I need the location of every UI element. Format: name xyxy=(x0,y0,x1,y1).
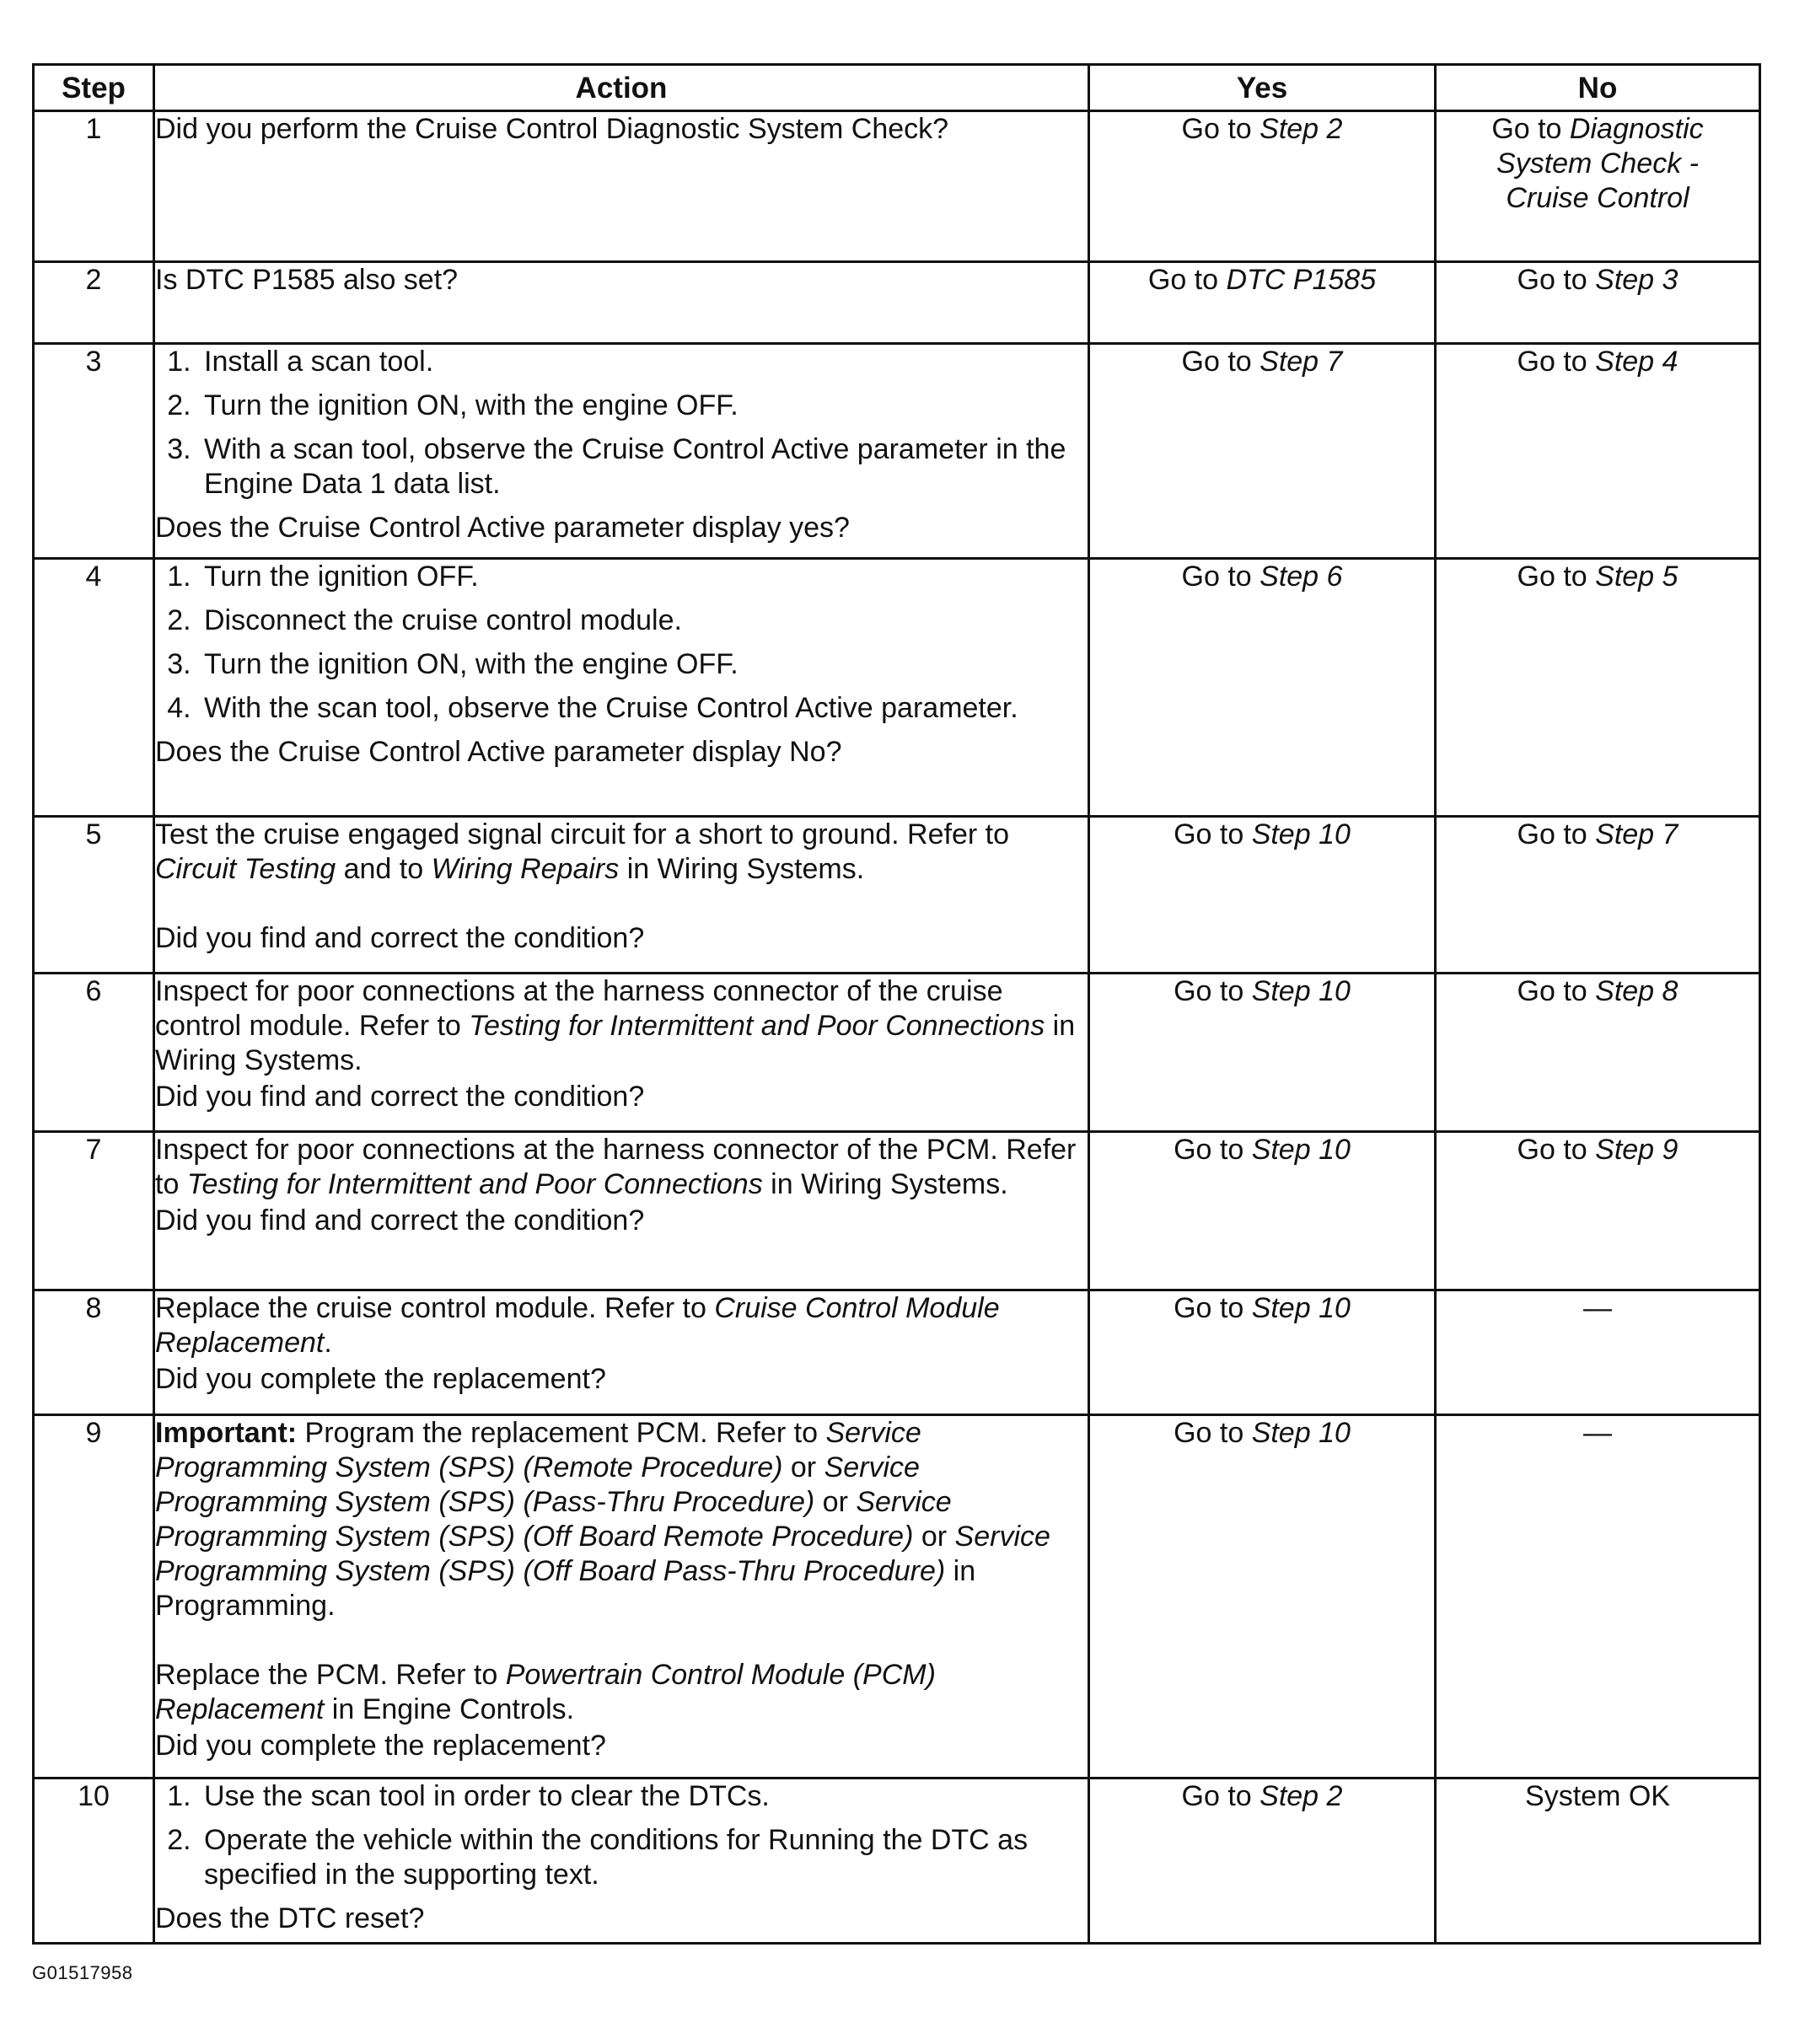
action-cell xyxy=(154,262,1089,344)
yes-link[interactable]: Step 10 xyxy=(1251,1417,1351,1449)
no-cell xyxy=(1436,1778,1760,1944)
table-row xyxy=(34,1132,1760,1290)
no-link[interactable]: Step 7 xyxy=(1595,818,1679,850)
action-cell xyxy=(154,111,1089,262)
yes-link[interactable]: Step 10 xyxy=(1251,975,1351,1007)
no-cell xyxy=(1436,817,1760,974)
step-number: 5 xyxy=(34,817,154,974)
yes-prefix: Go to xyxy=(1174,1417,1252,1449)
action-cell xyxy=(154,1290,1089,1415)
important-note xyxy=(155,1416,1088,1623)
reference-link[interactable]: Powertrain Control Module (PCM) Replacement xyxy=(155,1659,936,1725)
action-cell xyxy=(154,817,1089,974)
step-number: 8 xyxy=(34,1290,154,1415)
procedure-list xyxy=(155,560,1088,726)
text-run: in Wiring Systems. xyxy=(619,853,865,885)
table-row xyxy=(34,817,1760,974)
no-cell xyxy=(1436,1132,1760,1290)
yes-link[interactable]: Step 10 xyxy=(1251,818,1351,850)
yes-cell xyxy=(1089,817,1436,974)
spacer xyxy=(155,1623,1088,1658)
no-cell xyxy=(1436,111,1760,262)
list-item: 1. Use the scan tool in order to clear the DTCs. xyxy=(199,1779,1088,1814)
no-cell xyxy=(1436,262,1760,344)
no-prefix: Go to xyxy=(1517,561,1596,593)
no-cell xyxy=(1436,559,1760,817)
table-row xyxy=(34,974,1760,1132)
action-question: Does the Cruise Control Active parameter display No? xyxy=(155,736,842,768)
step-number: 7 xyxy=(34,1132,154,1290)
header-step: Step xyxy=(34,65,154,111)
dash-mark: — xyxy=(1583,1292,1612,1324)
no-prefix: Go to xyxy=(1491,113,1570,145)
step-number: 2 xyxy=(34,262,154,344)
action-text xyxy=(155,1133,1088,1202)
yes-prefix: Go to xyxy=(1181,1780,1260,1812)
yes-link[interactable]: Step 10 xyxy=(1251,1292,1351,1324)
step-number: 4 xyxy=(34,559,154,817)
reference-link[interactable]: Cruise Control Module Replacement xyxy=(155,1292,1000,1359)
action-question: Did you complete the replacement? xyxy=(155,1730,606,1762)
header-yes: Yes xyxy=(1089,65,1436,111)
yes-link[interactable]: DTC P1585 xyxy=(1226,264,1377,296)
yes-prefix: Go to xyxy=(1147,264,1227,296)
action-question: Did you find and correct the condition? xyxy=(155,922,645,954)
reference-link[interactable]: Testing for Intermittent and Poor Connections xyxy=(469,1010,1045,1042)
yes-link[interactable]: Step 2 xyxy=(1260,1780,1343,1812)
yes-link[interactable]: Step 10 xyxy=(1251,1134,1351,1166)
action-text xyxy=(155,1291,1088,1360)
action-cell xyxy=(154,1132,1089,1290)
text-run: in Wiring Systems. xyxy=(762,1168,1008,1200)
no-cell xyxy=(1436,1415,1760,1778)
action-question: Is DTC P1585 also set? xyxy=(155,264,459,296)
action-question: Does the Cruise Control Active parameter display yes? xyxy=(155,512,850,544)
yes-cell xyxy=(1089,559,1436,817)
action-question: Did you complete the replacement? xyxy=(155,1363,606,1395)
table-row xyxy=(34,262,1760,344)
table-row xyxy=(34,559,1760,817)
reference-link[interactable]: Circuit Testing xyxy=(155,853,336,885)
reference-link[interactable]: Service Programming System (SPS) (Off Board Remote Procedure) xyxy=(155,1486,952,1553)
text-run: Replace the PCM. Refer to xyxy=(155,1659,506,1691)
text-run: Test the cruise engaged signal circuit for a short to ground. Refer to xyxy=(155,818,1009,850)
figure-code: G01517958 xyxy=(32,1962,133,1983)
no-link[interactable]: Diagnostic System Check - Cruise Control xyxy=(1496,113,1704,214)
yes-prefix: Go to xyxy=(1174,1134,1252,1166)
spacer xyxy=(155,887,1088,921)
no-cell xyxy=(1436,974,1760,1132)
yes-cell xyxy=(1089,1132,1436,1290)
yes-cell xyxy=(1089,1415,1436,1778)
text-run: Inspect for poor connections at the harness connector of the cruise control module. Refer to xyxy=(155,975,1003,1042)
no-link[interactable]: Step 9 xyxy=(1595,1134,1679,1166)
list-item: 2. Operate the vehicle within the conditions for Running the DTC as specified in the supporting text. xyxy=(199,1823,1088,1892)
yes-cell xyxy=(1089,974,1436,1132)
no-prefix: Go to xyxy=(1517,346,1596,378)
header-action: Action xyxy=(154,65,1089,111)
yes-prefix: Go to xyxy=(1181,113,1260,145)
action-text xyxy=(155,974,1088,1078)
step-number: 10 xyxy=(34,1778,154,1944)
reference-link[interactable]: Testing for Intermittent and Poor Connections xyxy=(186,1168,763,1200)
table-row xyxy=(34,111,1760,262)
no-cell xyxy=(1436,344,1760,559)
list-item: 4. With the scan tool, observe the Cruise Control Active parameter. xyxy=(199,691,1088,726)
action-cell xyxy=(154,344,1089,559)
no-link[interactable]: Step 4 xyxy=(1595,346,1679,378)
action-question: Did you find and correct the condition? xyxy=(155,1204,645,1237)
yes-cell xyxy=(1089,1290,1436,1415)
no-prefix: Go to xyxy=(1517,818,1596,850)
header-no: No xyxy=(1436,65,1760,111)
action-cell xyxy=(154,559,1089,817)
table-row xyxy=(34,344,1760,559)
action-cell xyxy=(154,974,1089,1132)
header-row xyxy=(34,65,1760,111)
yes-link[interactable]: Step 6 xyxy=(1260,561,1343,593)
yes-prefix: Go to xyxy=(1174,975,1252,1007)
yes-cell xyxy=(1089,262,1436,344)
important-label: Important: xyxy=(155,1417,298,1449)
step-number: 9 xyxy=(34,1415,154,1778)
no-link[interactable]: Step 8 xyxy=(1595,975,1679,1007)
yes-prefix: Go to xyxy=(1174,818,1252,850)
text-run: or xyxy=(913,1521,955,1553)
procedure-list xyxy=(155,345,1088,502)
text-run: in Engine Controls. xyxy=(324,1693,575,1725)
no-prefix: Go to xyxy=(1517,1134,1596,1166)
text-run: or xyxy=(782,1451,824,1483)
no-link[interactable]: Step 3 xyxy=(1595,264,1679,296)
diagnostic-table xyxy=(32,63,1761,1945)
action-cell xyxy=(154,1778,1089,1944)
action-cell xyxy=(154,1415,1089,1778)
yes-prefix: Go to xyxy=(1174,1292,1252,1324)
result-text: System OK xyxy=(1525,1780,1670,1812)
table-row xyxy=(34,1415,1760,1778)
no-link[interactable]: Step 5 xyxy=(1595,561,1679,593)
text-run: in Programming. xyxy=(155,1555,976,1622)
table-row xyxy=(34,1778,1760,1944)
list-item: 2. Disconnect the cruise control module. xyxy=(199,604,1088,638)
yes-cell xyxy=(1089,344,1436,559)
reference-link[interactable]: Service Programming System (SPS) (Off Board Pass-Thru Procedure) xyxy=(155,1521,1050,1587)
action-question: Does the DTC reset? xyxy=(155,1902,425,1934)
procedure-list xyxy=(155,1779,1088,1892)
no-prefix: Go to xyxy=(1517,264,1596,296)
yes-cell xyxy=(1089,1778,1436,1944)
text-run: Program the replacement PCM. Refer to xyxy=(297,1417,826,1449)
action-text xyxy=(155,818,1088,887)
list-item: 1. Install a scan tool. xyxy=(199,345,1088,379)
action-question: Did you find and correct the condition? xyxy=(155,1081,645,1113)
list-item: 1. Turn the ignition OFF. xyxy=(199,560,1088,594)
no-cell xyxy=(1436,1290,1760,1415)
yes-link[interactable]: Step 2 xyxy=(1260,113,1343,145)
reference-link[interactable]: Service Programming System (SPS) (Pass-Thru Procedure) xyxy=(155,1451,920,1518)
no-prefix: Go to xyxy=(1517,975,1596,1007)
action-text xyxy=(155,1658,1088,1727)
text-run: . xyxy=(324,1327,332,1359)
reference-link[interactable]: Service Programming System (SPS) (Remote Procedure) xyxy=(155,1417,921,1483)
dash-mark: — xyxy=(1583,1417,1612,1449)
step-number: 3 xyxy=(34,344,154,559)
text-run: Replace the cruise control module. Refer to xyxy=(155,1292,715,1324)
text-run: Inspect for poor connections at the harness connector of the PCM. Refer to xyxy=(155,1134,1077,1200)
yes-link[interactable]: Step 7 xyxy=(1260,346,1343,378)
text-run: in Wiring Systems. xyxy=(155,1010,1076,1076)
list-item: 2. Turn the ignition ON, with the engine OFF. xyxy=(199,389,1088,423)
list-item: 3. With a scan tool, observe the Cruise Control Active parameter in the Engine Data 1 data list. xyxy=(199,432,1088,502)
step-number: 1 xyxy=(34,111,154,262)
yes-prefix: Go to xyxy=(1181,346,1260,378)
reference-link[interactable]: Wiring Repairs xyxy=(431,853,620,885)
step-number: 6 xyxy=(34,974,154,1132)
text-run: and to xyxy=(336,853,432,885)
action-question: Did you perform the Cruise Control Diagnostic System Check? xyxy=(155,113,949,145)
table-row xyxy=(34,1290,1760,1415)
list-item: 3. Turn the ignition ON, with the engine OFF. xyxy=(199,647,1088,682)
yes-prefix: Go to xyxy=(1181,561,1260,593)
yes-cell xyxy=(1089,111,1436,262)
text-run: or xyxy=(814,1486,857,1518)
